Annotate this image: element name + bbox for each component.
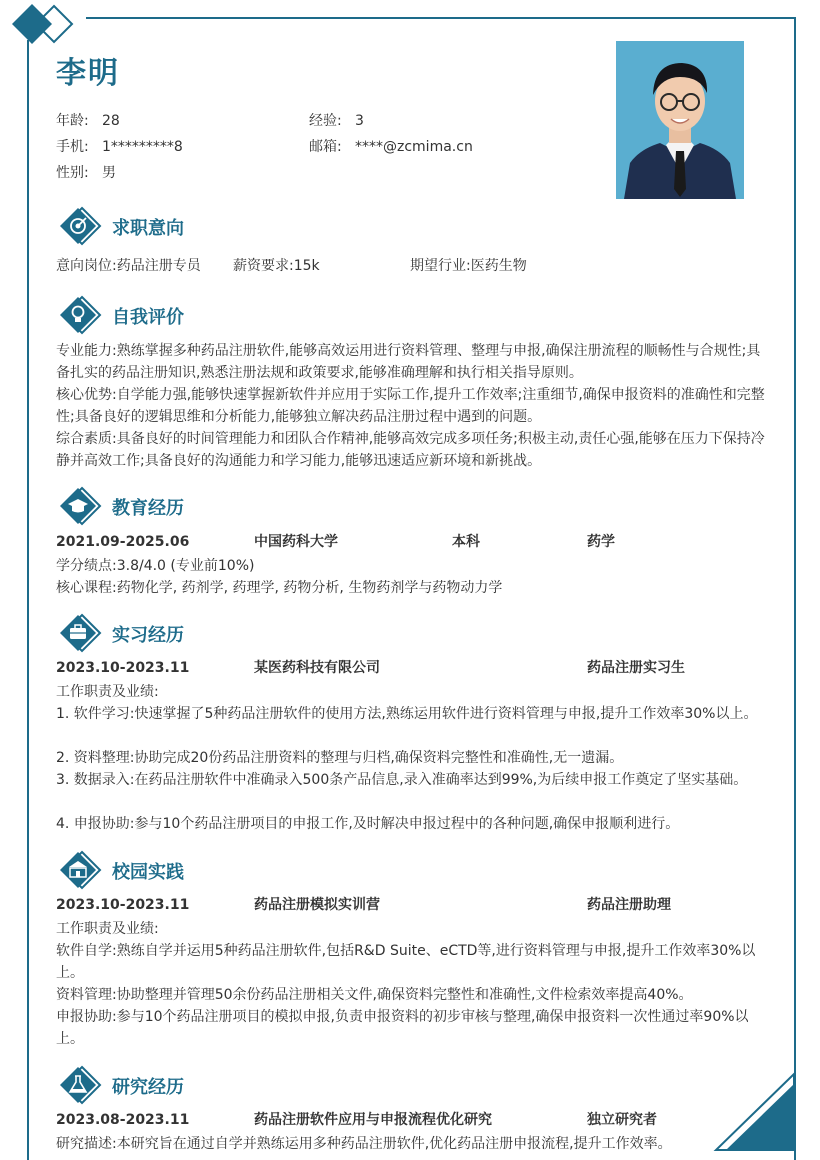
gender-label: 性别: — [56, 165, 89, 181]
phone-value: 1*********8 — [102, 139, 183, 155]
research-period: 2023.08-2023.11 — [56, 1112, 190, 1128]
section-title-research: 研究经历 — [112, 1077, 184, 1098]
self-eval-paragraph: 综合素质:具备良好的时间管理能力和团队合作精神,能够高效完成多项任务;积极主动,责任心强,能够在压力下保持冷静并高效工作;具备良好的沟通能力和学习能力,能够迅速适应新环境和新挑战。 — [56, 431, 765, 469]
campus-program: 药品注册模拟实训营 — [254, 897, 380, 913]
gender-row — [56, 163, 116, 183]
section-title-internship: 实习经历 — [112, 625, 184, 646]
self-eval-paragraph: 专业能力:熟练掌握多种药品注册软件,能够高效运用进行资料管理、整理与申报,确保注册流程的顺畅性与合规性;具备扎实的药品注册知识,熟悉注册法规和政策要求,能够准确理解和执行相关指导原则。 — [56, 343, 761, 381]
email-row — [309, 137, 473, 157]
section-title-education: 教育经历 — [112, 498, 184, 519]
section-title-campus: 校园实践 — [112, 862, 184, 883]
self-eval-paragraph: 核心优势:自学能力强,能够快速掌握新软件并应用于实际工作,提升工作效率;注重细节,确保申报资料的准确性和完整性;具备良好的逻辑思维和分析能力,能够独立解决药品注册过程中遇到的问题。 — [56, 387, 765, 425]
age-row — [56, 111, 120, 131]
education-major: 药学 — [587, 534, 615, 550]
corner-diamond-decoration — [8, 2, 78, 48]
campus-duty-label: 工作职责及业绩: — [56, 921, 159, 937]
candidate-name: 李明 — [56, 56, 120, 91]
campus-item: 申报协助:参与10个药品注册项目的模拟申报,负责申报资料的初步审核与整理,确保申报资料一次性通过率90%以上。 — [56, 1009, 749, 1047]
education-row — [56, 531, 768, 553]
internship-period: 2023.10-2023.11 — [56, 660, 190, 676]
experience-row — [309, 111, 364, 131]
age-value: 28 — [102, 113, 120, 129]
internship-item: 3. 数据录入:在药品注册软件中准确录入500条产品信息,录入准确率达到99%,为后续申报工作奠定了坚实基础。 — [56, 772, 748, 788]
target-icon — [58, 206, 106, 246]
flask-icon — [58, 1065, 106, 1105]
internship-item: 2. 资料整理:协助完成20份药品注册资料的整理与归档,确保资料完整性和准确性,无一遗漏。 — [56, 750, 624, 766]
experience-value: 3 — [355, 113, 364, 129]
internship-item: 4. 申报协助:参与10个药品注册项目的申报工作,及时解决申报过程中的各种问题,确保申报顺利进行。 — [56, 816, 680, 832]
frame-right-line — [794, 17, 796, 1160]
campus-period: 2023.10-2023.11 — [56, 897, 190, 913]
intent-salary: 薪资要求:15k — [233, 258, 320, 274]
frame-top-line — [86, 17, 796, 19]
graduation-cap-icon — [58, 486, 106, 526]
email-value: ****@zcmima.cn — [355, 139, 473, 155]
education-school: 中国药科大学 — [254, 534, 338, 550]
research-row — [56, 1109, 768, 1131]
intent-industry: 期望行业:医药生物 — [410, 258, 527, 274]
internship-row — [56, 657, 768, 679]
email-label: 邮箱: — [309, 139, 342, 155]
lightbulb-icon — [58, 295, 106, 335]
research-project: 药品注册软件应用与申报流程优化研究 — [254, 1112, 492, 1128]
briefcase-icon — [58, 613, 106, 653]
education-degree: 本科 — [452, 534, 480, 550]
school-building-icon — [58, 850, 106, 890]
campus-item: 资料管理:协助整理并管理50余份药品注册相关文件,确保资料完整性和准确性,文件检索效率提高40%。 — [56, 987, 693, 1003]
intent-position: 意向岗位:药品注册专员 — [56, 258, 201, 274]
internship-duty-label: 工作职责及业绩: — [56, 684, 159, 700]
campus-item: 软件自学:熟练自学并运用5种药品注册软件,包括R&D Suite、eCTD等,进行资料管理与申报,提升工作效率30%以上。 — [56, 943, 756, 981]
section-title-intent: 求职意向 — [112, 218, 184, 239]
frame-left-line — [27, 40, 29, 1160]
education-period: 2021.09-2025.06 — [56, 534, 190, 550]
education-gpa: 学分绩点:3.8/4.0 (专业前10%) — [56, 558, 255, 574]
campus-row — [56, 894, 768, 916]
age-label: 年龄: — [56, 113, 89, 129]
internship-role: 药品注册实习生 — [587, 660, 685, 676]
education-courses: 核心课程:药物化学, 药剂学, 药理学, 药物分析, 生物药剂学与药物动力学 — [56, 580, 503, 596]
campus-role: 药品注册助理 — [587, 897, 671, 913]
research-role: 独立研究者 — [587, 1112, 657, 1128]
gender-value: 男 — [102, 165, 116, 181]
section-title-self-eval: 自我评价 — [112, 307, 184, 328]
internship-item: 1. 软件学习:快速掌握了5种药品注册软件的使用方法,熟练运用软件进行资料管理与申报,提升工作效率30%以上。 — [56, 706, 758, 722]
phone-label: 手机: — [56, 139, 89, 155]
research-description: 研究描述:本研究旨在通过自学并熟练运用多种药品注册软件,优化药品注册申报流程,提升工作效率。 — [56, 1136, 672, 1152]
experience-label: 经验: — [309, 113, 342, 129]
phone-row — [56, 137, 183, 157]
internship-company: 某医药科技有限公司 — [254, 660, 380, 676]
profile-photo — [616, 41, 744, 199]
